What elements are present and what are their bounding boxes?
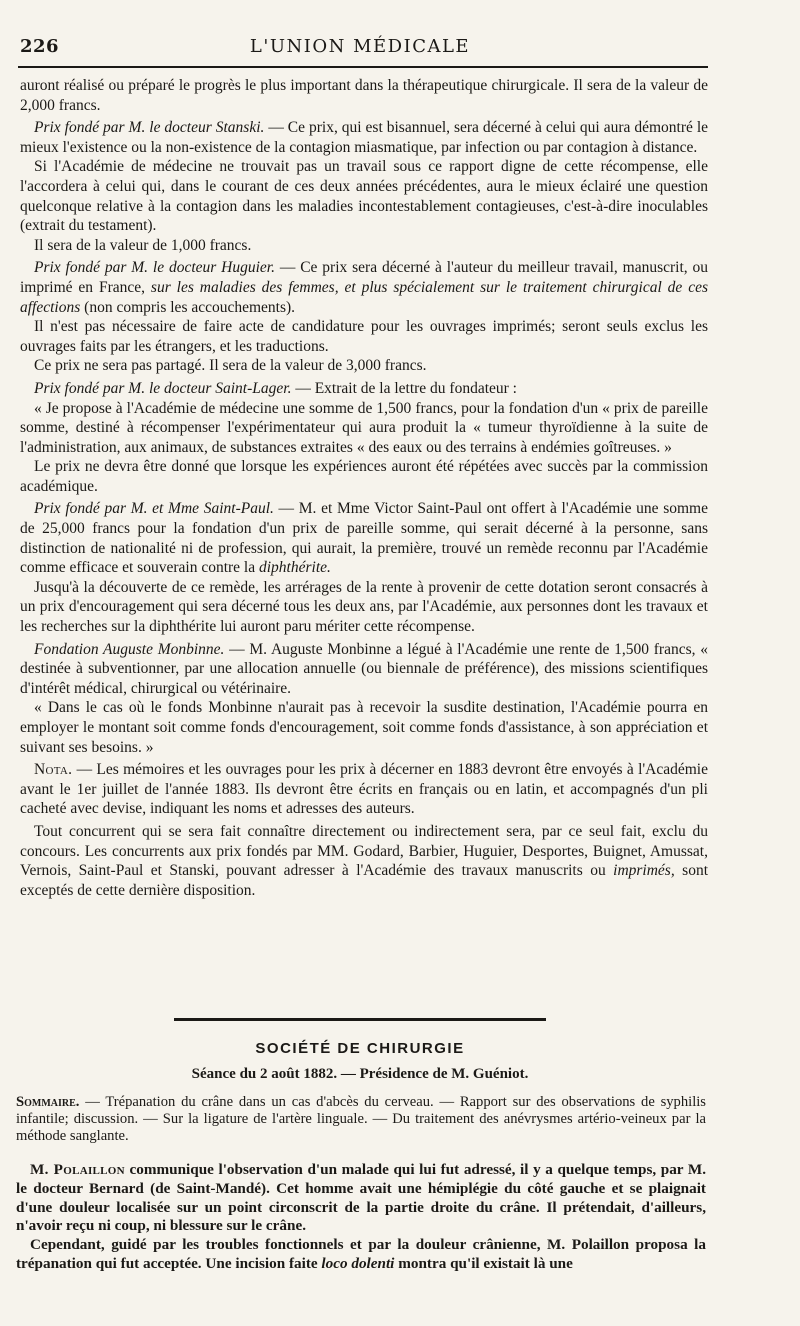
paragraph-huguier bbox=[20, 258, 708, 317]
session-line: Séance du 2 août 1882. — Présidence de M. Guéniot. bbox=[191, 1066, 529, 1082]
paragraph: Jusqu'à la découverte de ce remède, les arrérages de la rente à provenir de cette dotation seront consacrés à un prix d'encouragement qui sera décerné tous les deux ans, par l'Académie, aux personnes dont les travaux et les recherches sur la diphthérite lui auront paru mériter cette récompense. bbox=[20, 578, 708, 636]
paragraph-saint-paul bbox=[20, 499, 708, 577]
header-rule bbox=[18, 66, 708, 68]
paragraph: Il sera de la valeur de 1,000 francs. bbox=[34, 236, 252, 254]
paragraph-text: sont exceptés de cette dernière disposition. bbox=[20, 862, 708, 899]
page-header bbox=[20, 36, 700, 66]
paragraph-text: — M. Auguste Monbinne a légué à l'Académie une rente de 1,500 francs, « destinée à subventionner, par une allocation annuelle (ou biennale de préférence), des missions scientifiques d'intérêt médical, chirurgical ou vétérinaire. bbox=[20, 640, 708, 697]
paragraph: Si l'Académie de médecine ne trouvait pas un travail sous ce rapport digne de cette récompense, elle l'accordera à celui qui, dans le courant de ces deux années précédentes, aura le mieux éclairé une question quelconque relative à la contagion dans les maladies incontestablement contagieuses, c'est-à-dire inoculables (extrait du testament). bbox=[20, 158, 708, 235]
paragraph-text: (non compris les accouchements). bbox=[80, 298, 296, 316]
paragraph-text: communique l'observation d'un malade qui lui fut adressé, il y a quelque temps, par M. le docteur Bernard (de Saint-Mandé). Cet homme avait une hémiplégie du côté gauche et se plaignait d'une douleur localisée sur un point circonscrit de la partie droite du crâne. Il prétendait, d'ailleurs, n'avoir reçu ni coup, ni blessure sur le crâne. bbox=[16, 1161, 706, 1235]
quotation: « Je propose à l'Académie de médecine une somme de 1,500 francs, pour la fondation d'un « prix de pareille somme, destiné à récompenser l'expérimentateur qui aura produit la « tumeur thyroïdienne à la suite de l'administration, aux animaux, de substances extraites « des eaux ou des terrains à endémies goîtreuses. » bbox=[20, 399, 708, 456]
prize-heading: Prix fondé par M. et Mme Saint-Paul. bbox=[34, 500, 274, 518]
paragraph: Le prix ne devra être donné que lorsque les expériences auront été répétées avec succès par la commission académique. bbox=[20, 458, 708, 495]
paragraph bbox=[16, 1236, 706, 1274]
page-number: 226 bbox=[20, 36, 60, 57]
paragraph-text: Cependant, guidé par les troubles fonctionnels et par la douleur crânienne, M. Polaillon proposa la trépanation qui fut acceptée. Une incision faite bbox=[16, 1236, 706, 1272]
observation-paragraph bbox=[16, 1161, 706, 1236]
paragraph: auront réalisé ou préparé le progrès le plus important dans la thérapeutique chirurgicale. Il sera de la valeur de 2,000 francs. bbox=[20, 77, 708, 114]
paragraph-text: Tout concurrent qui se sera fait connaître directement ou indirectement sera, par ce seul fait, exclu du concours. Les concurrents aux prix fondés par MM. Godard, Barbier, Huguier, Desportes, Buignet, Amussat, Vernois, Saint-Paul et Stanski, pouvant adresser à l'Académie des travaux manuscrits ou bbox=[20, 822, 708, 880]
paragraph-text: — Ce prix, qui est bisannuel, sera décerné à celui qui aura démontré le mieux l'existence ou la non-existence de la contagion miasmatique, par infection ou par contagion à distance. bbox=[20, 119, 709, 156]
paragraph-text: — Ce prix sera décerné à l'auteur du meilleur travail, manuscrit, ou imprimé en France, bbox=[20, 259, 708, 296]
paragraph: Il n'est pas nécessaire de faire acte de candidature pour les ouvrages imprimés; seront seuls exclus les ouvrages faits par les étrangers, et les traductions. bbox=[20, 318, 708, 355]
session-report bbox=[16, 1094, 706, 1274]
paragraph-stanski bbox=[20, 118, 708, 157]
paragraph-italic: sur les maladies des femmes, et plus spécialement sur le traitement chirurgical de ces affections bbox=[20, 278, 708, 316]
prize-list-text bbox=[20, 76, 708, 900]
prize-heading: Prix fondé par M. le docteur Saint-Lager. bbox=[34, 379, 292, 397]
paragraph-text: — M. et Mme Victor Saint-Paul ont offert à l'Académie une somme de 25,000 francs pour la fondation d'un prix de pareille somme, qui serait décerné à la personne, sans distinction de nationalité ni de profession, qui aurait, la première, trouvé un remède reconnu par l'Académie comme efficace et souverain contre la bbox=[20, 500, 708, 577]
quotation: « Dans le cas où le fonds Monbinne n'aurait pas à recevoir la susdite destination, l'Académie pourra en employer le montant soit comme fonds d'encouragement, soit comme fonds d'assistance, à son appréciation et suivant ses besoins. » bbox=[20, 699, 708, 756]
paragraph-nota bbox=[20, 760, 708, 819]
summary-label: Sommaire. bbox=[16, 1094, 80, 1110]
paragraph-italic: diphthérite. bbox=[258, 559, 331, 577]
prize-heading: Prix fondé par M. le docteur Huguier. bbox=[34, 259, 275, 277]
nota-label: Nota. bbox=[34, 761, 73, 779]
section-divider bbox=[174, 1018, 546, 1021]
paragraph: Ce prix ne sera pas partagé. Il sera de la valeur de 3,000 francs. bbox=[34, 357, 427, 375]
paragraph-italic: loco dolenti bbox=[321, 1254, 395, 1272]
paragraph-text: — Les mémoires et les ouvrages pour les prix à décerner en 1883 devront être envoyés à l'Académie avant le 1er juillet de l'année 1883. Ils devront être écrits en français ou en latin, et accompagnés d'un pli cacheté avec devise, indiquant les noms et adresses des auteurs. bbox=[20, 761, 708, 818]
paragraph-text: montra qu'il existait là une bbox=[394, 1254, 573, 1272]
prize-heading: Prix fondé par M. le docteur Stanski. bbox=[34, 119, 265, 137]
paragraph-italic: imprimés, bbox=[613, 862, 675, 880]
running-title: L'UNION MÉDICALE bbox=[249, 36, 471, 57]
speaker-name: M. Polaillon bbox=[30, 1161, 125, 1178]
prize-heading: Fondation Auguste Monbinne. bbox=[34, 640, 225, 658]
paragraph-concurrents bbox=[20, 822, 708, 900]
summary bbox=[16, 1094, 706, 1145]
summary-text: — Trépanation du crâne dans un cas d'abcès du cerveau. — Rapport sur des observations de syphilis infantile; discussion. — Sur la ligature de l'artère linguale. — Du traitement des anévrysmes artério-veineux par la méthode sanglante. bbox=[16, 1094, 706, 1144]
section-title: SOCIÉTÉ DE CHIRURGIE bbox=[255, 1040, 465, 1057]
paragraph-text: — Extrait de la lettre du fondateur : bbox=[291, 379, 517, 397]
paragraph-monbinne bbox=[20, 640, 708, 699]
paragraph-saint-lager bbox=[20, 379, 708, 399]
